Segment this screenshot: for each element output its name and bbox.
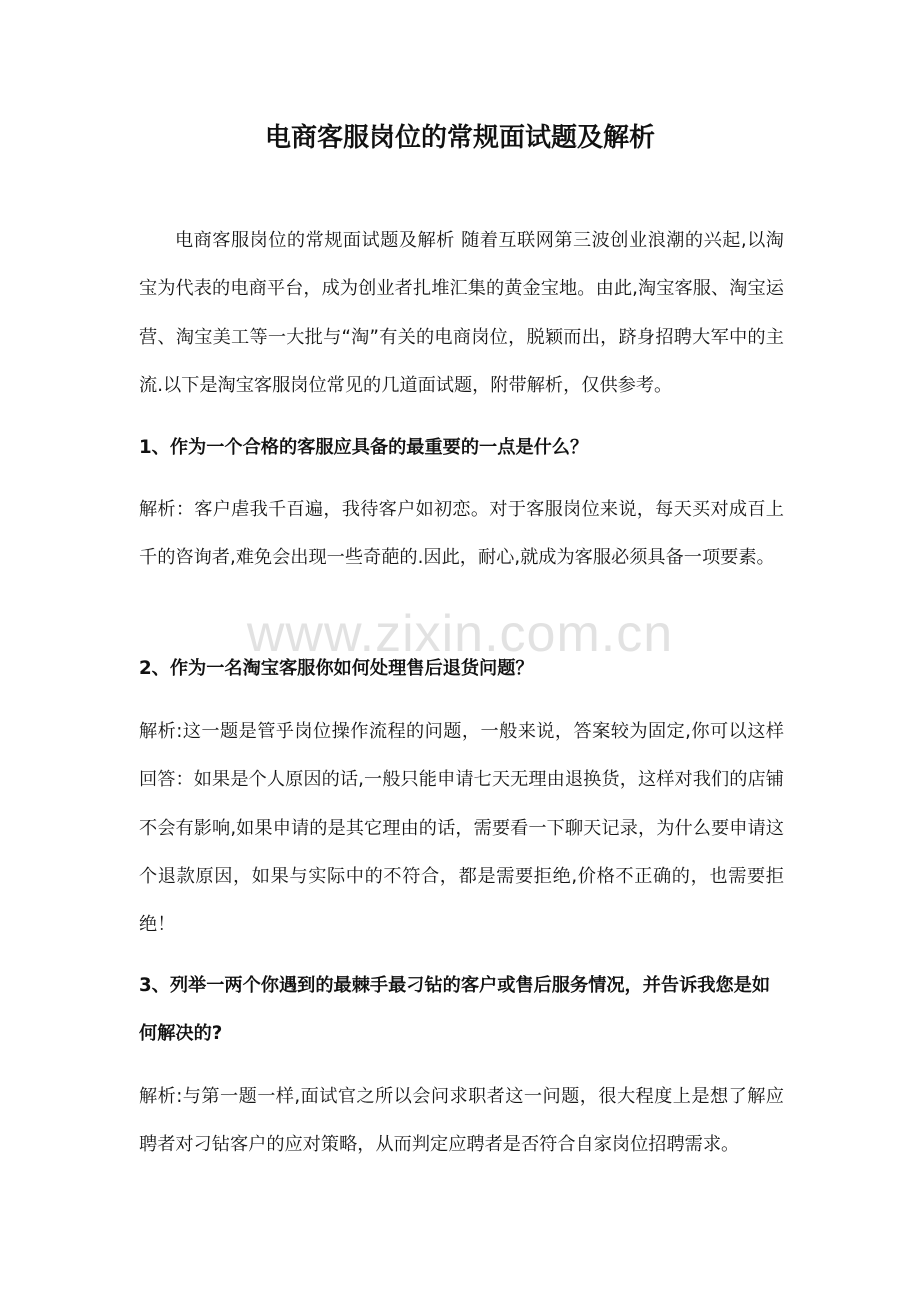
answer-1: 解析：客户虐我千百遍，我待客户如初恋。对于客服岗位来说，每天买对成百上千的咨询者,难免会出现一些奇葩的.因此，耐心,就成为客服必须具备一项要素。	[139, 499, 784, 569]
document-title: 电商客服岗位的常规面试题及解析	[264, 123, 655, 153]
question-2: 2、作为一名淘宝客服你如何处理售后退货问题？	[139, 658, 534, 679]
question-1: 1、作为一个合格的客服应具备的最重要的一点是什么？	[139, 437, 589, 458]
question-3: 3、列举一两个你遇到的最棘手最刁钻的客户或售后服务情况，并告诉我您是如何解决的?	[139, 975, 771, 1045]
watermark: www.zixin.com.cn	[246, 605, 674, 663]
intro-paragraph: 电商客服岗位的常规面试题及解析 随着互联网第三波创业浪潮的兴起,以淘宝为代表的电商平台，成为创业者扎堆汇集的黄金宝地。由此,淘宝客服、淘宝运营、淘宝美工等一大批与“淘”有关的电商岗位，脱颖而出，跻身招聘大军中的主流.以下是淘宝客服岗位常见的几道面试题，附带解析，仅供参考。	[139, 230, 784, 396]
answer-2: 解析:这一题是管乎岗位操作流程的问题，一般来说，答案较为固定,你可以这样回答：如果是个人原因的话,一般只能申请七天无理由退换货，这样对我们的店铺不会有影响,如果申请的是其它理由的话，需要看一下聊天记录，为什么要申请这个退款原因，如果与实际中的不符合，都是需要拒绝,价格不正确的，也需要拒绝！	[139, 721, 784, 936]
answer-3: 解析:与第一题一样,面试官之所以会问求职者这一问题，很大程度上是想了解应聘者对刁钻客户的应对策略，从而判定应聘者是否符合自家岗位招聘需求。	[139, 1086, 784, 1156]
